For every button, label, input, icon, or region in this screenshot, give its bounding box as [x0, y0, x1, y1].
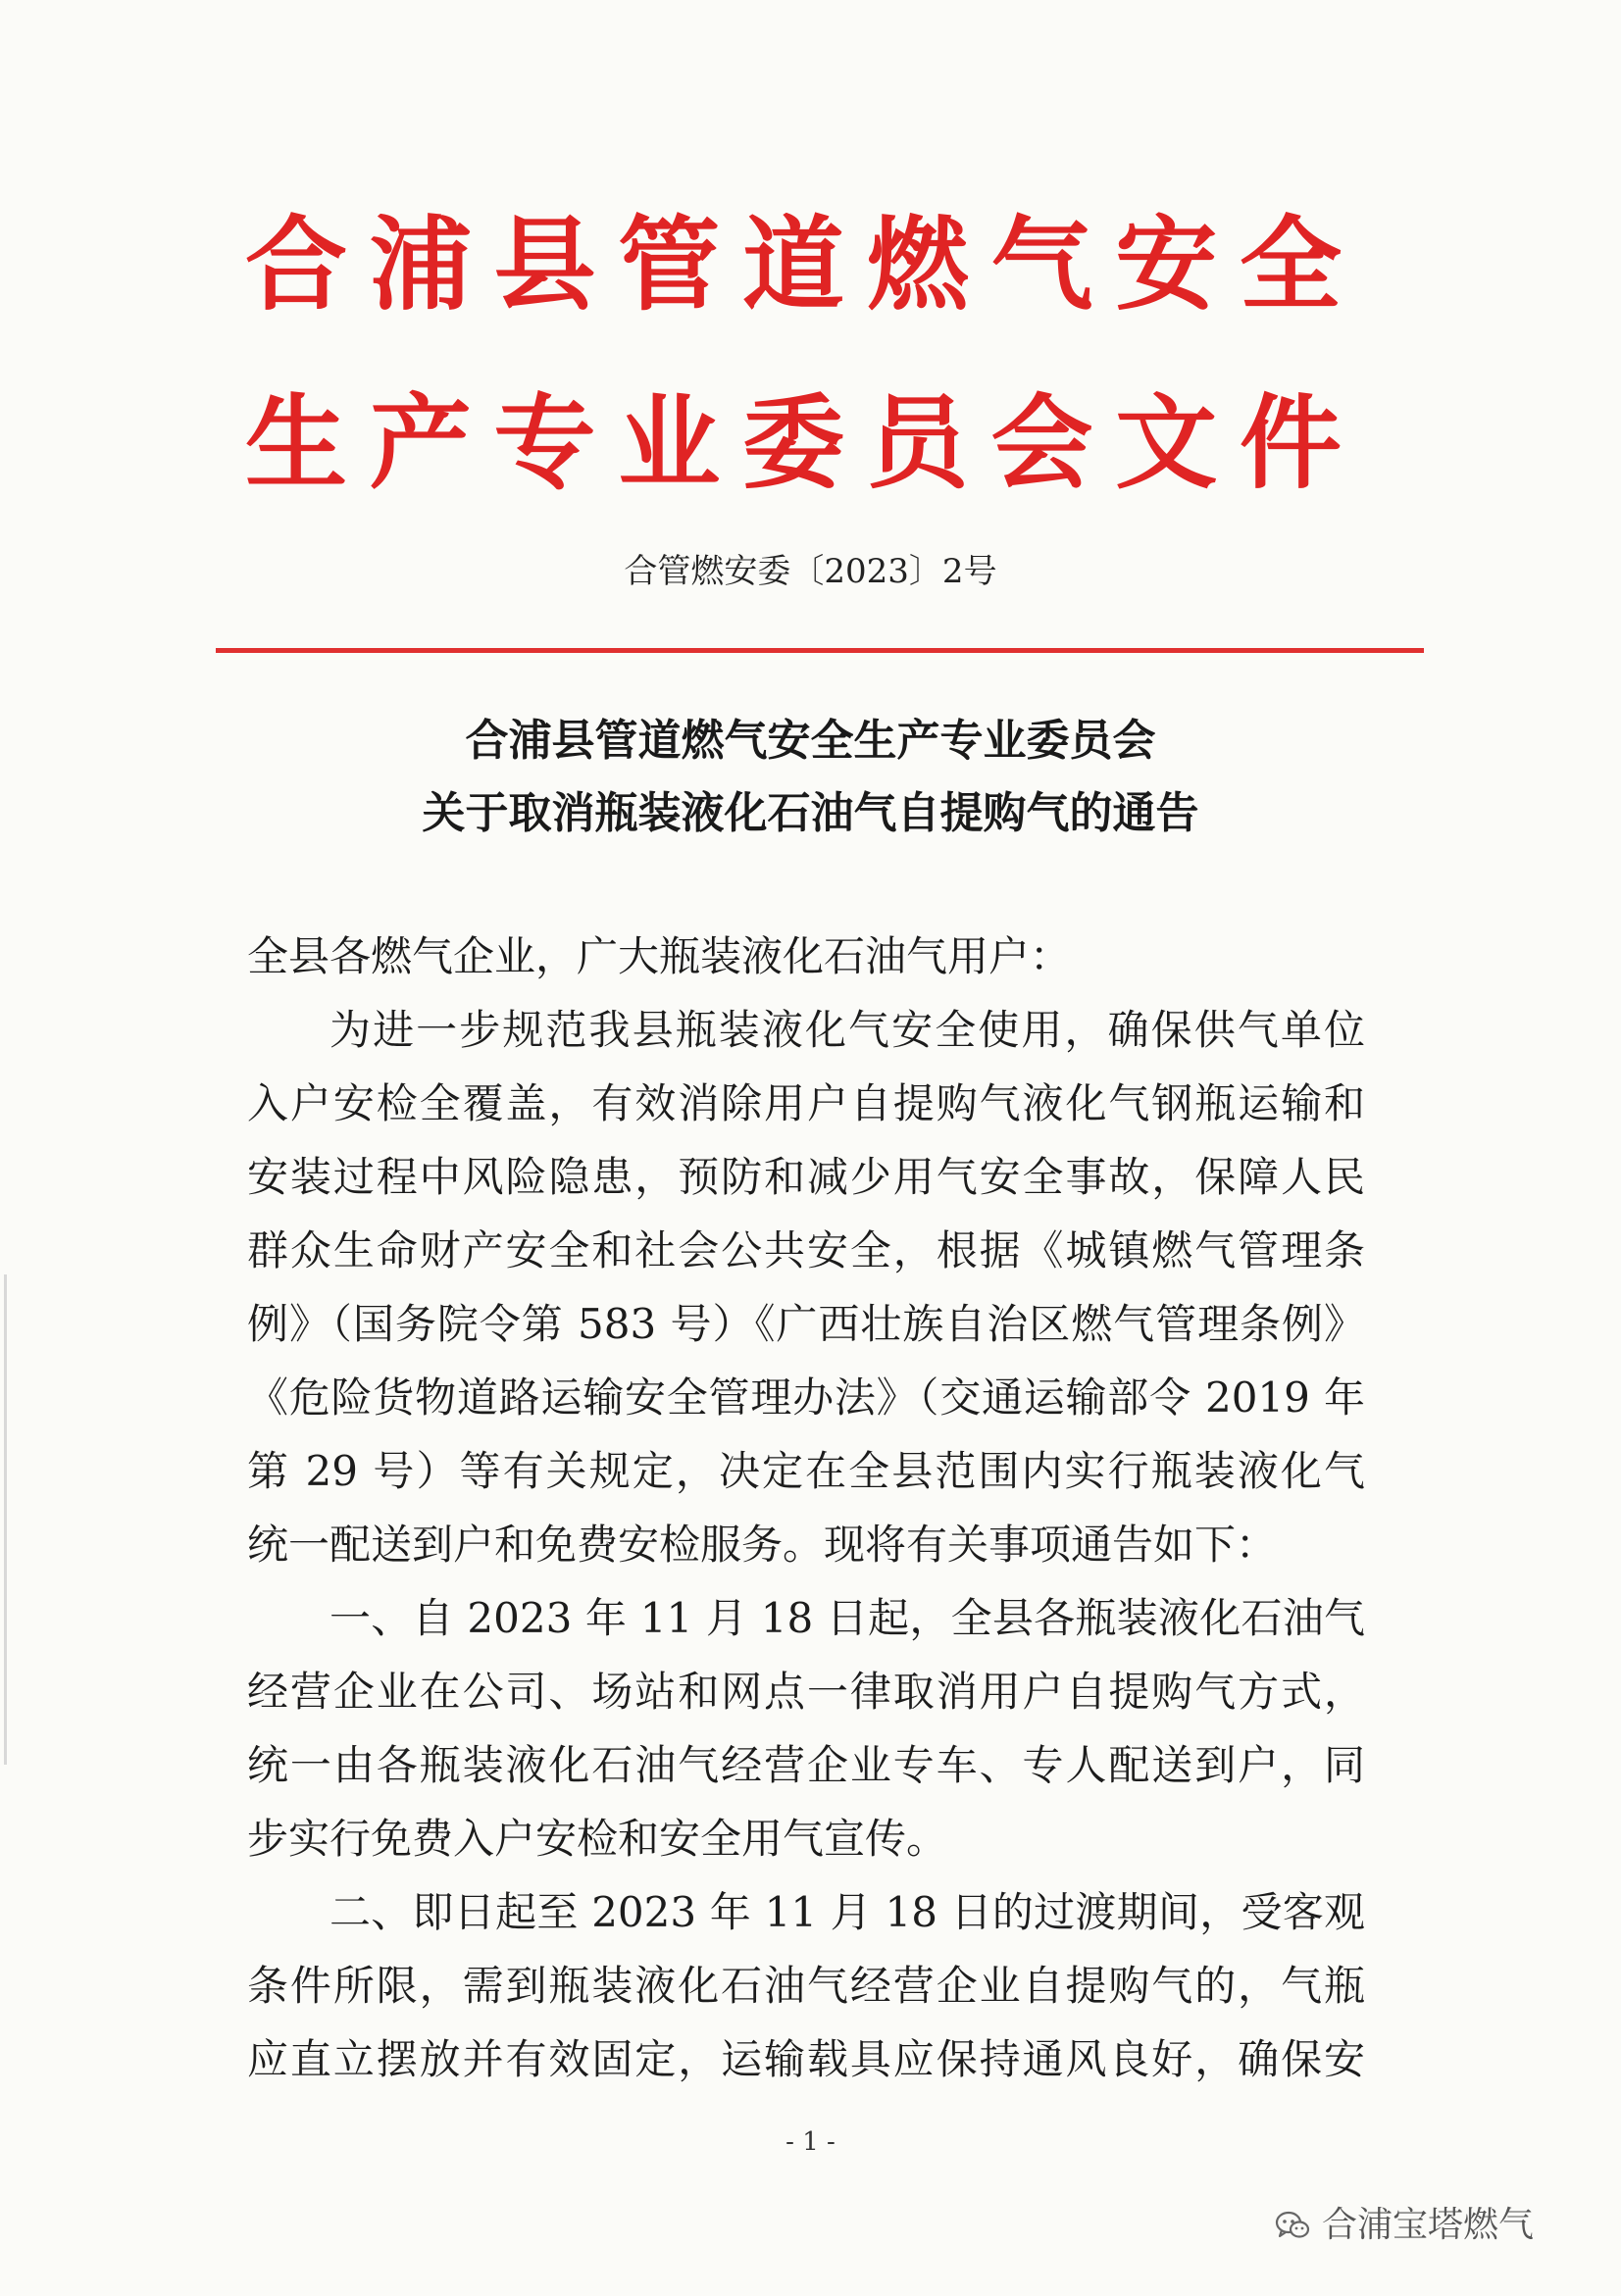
wechat-watermark	[1273, 2201, 1534, 2250]
red-divider-rule	[216, 648, 1424, 653]
paragraph-line: 统一配送到户和免费安检服务。现将有关事项通告如下：	[247, 1521, 1278, 1569]
paragraph-1	[247, 993, 1365, 1581]
paragraph-line: 安装过程中风险隐患，预防和减少用气安全事故，保障人民	[247, 1153, 1365, 1201]
paragraph-line: 一、自 2023 年 11 月 18 日起，全县各瓶装液化石油气	[329, 1594, 1365, 1642]
paragraph-line: 《危险货物道路运输安全管理办法》（交通运输部令 2019 年	[247, 1373, 1365, 1422]
paragraph-line: 例》（国务院令第 583 号）《广西壮族自治区燃气管理条例》	[247, 1300, 1365, 1348]
paragraph-line: 统一由各瓶装液化石油气经营企业专车、专人配送到户，同	[247, 1741, 1365, 1789]
header-title-line1: 合浦县管道燃气安全	[245, 205, 1343, 324]
watermark-text: 合浦宝塔燃气	[1322, 2205, 1535, 2245]
document-number: 合管燃安委〔2023〕2号	[624, 552, 997, 591]
paragraph-line: 群众生命财产安全和社会公共安全，根据《城镇燃气管理条	[247, 1226, 1365, 1274]
notice-title-line2: 关于取消瓶装液化石油气自提购气的通告	[422, 788, 1199, 838]
paragraph-line: 二、即日起至 2023 年 11 月 18 日的过渡期间，受客观	[329, 1888, 1365, 1936]
paragraph-line: 第 29 号）等有关规定，决定在全县范围内实行瓶装液化气	[247, 1447, 1365, 1495]
paragraph-line: 应直立摆放并有效固定，运输载具应保持通风良好，确保安	[247, 2035, 1365, 2083]
page-number: - 1 -	[785, 2127, 836, 2157]
paragraph-line: 步实行免费入户安检和安全用气宣传。	[247, 1815, 948, 1863]
paragraph-line: 为进一步规范我县瓶装液化气安全使用，确保供气单位	[329, 1006, 1365, 1054]
wechat-icon	[1273, 2206, 1312, 2245]
paragraph-line: 条件所限，需到瓶装液化石油气经营企业自提购气的，气瓶	[247, 1962, 1365, 2010]
notice-title-line1: 合浦县管道燃气安全生产专业委员会	[465, 716, 1156, 766]
paragraph-line: 入户安检全覆盖，有效消除用户自提购气液化气钢瓶运输和	[247, 1079, 1365, 1127]
paragraph-2	[247, 1581, 1365, 1875]
header-title-line2: 生产专业委员会文件	[245, 383, 1343, 503]
paragraph-line: 经营企业在公司、场站和网点一律取消用户自提购气方式，	[247, 1668, 1365, 1716]
salutation: 全县各燃气企业，广大瓶装液化石油气用户：	[247, 932, 1072, 980]
scan-edge-mark	[4, 1274, 7, 1765]
paragraph-3	[247, 1875, 1365, 2096]
